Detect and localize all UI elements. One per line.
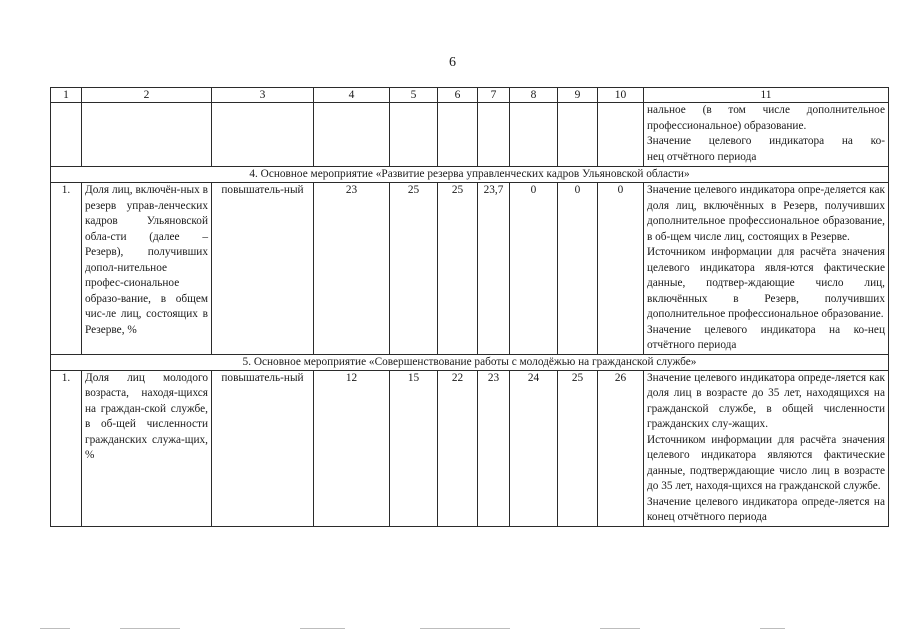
column-header: 5 <box>390 88 438 103</box>
indicator-description <box>644 370 889 526</box>
indicators-table <box>50 87 889 527</box>
scan-mark <box>600 628 640 629</box>
continuation-line: Значение целевого индикатора на ко- <box>647 135 885 147</box>
value-cell: 24 <box>510 370 558 526</box>
table-cell <box>510 103 558 167</box>
description-paragraph: Значение целевого индикатора опреде-ляется как доля лиц в возрасте до 35 лет, находящихся на гражданской службе, в общей численности гражданских слу-жащих. <box>647 371 885 430</box>
section-4-heading-row <box>51 167 889 183</box>
value-cell: 0 <box>558 183 598 355</box>
column-header: 8 <box>510 88 558 103</box>
value-cell: 0 <box>510 183 558 355</box>
continuation-line: нец отчётного периода <box>647 150 757 163</box>
row-number: 1. <box>51 183 82 355</box>
section-4-indicator-row <box>51 183 889 355</box>
table-cell <box>558 103 598 167</box>
table-header-row <box>51 88 889 103</box>
value-cell: 26 <box>598 370 644 526</box>
value-cell: 12 <box>314 370 390 526</box>
column-header: 1 <box>51 88 82 103</box>
value-cell: 25 <box>558 370 598 526</box>
column-header: 6 <box>438 88 478 103</box>
column-header: 7 <box>478 88 510 103</box>
description-paragraph: Значение целевого индикатора на ко-нец отчётного периода <box>647 323 885 351</box>
description-paragraph: Источником информации для расчёта значения целевого индикатора являются фактические данные, подтверждающие число лиц в возрасте до 35 лет, находя-щихся на гражданской службе. <box>647 433 885 492</box>
indicator-trend: повышатель-ный <box>212 183 314 355</box>
indicator-name: Доля лиц, включён-ных в резерв управ-ленческих кадров Ульяновской обла-сти (далее – Резерв), получивших допол-нительное профес-сиональное образо-вание, в общем чис-ле лиц, состоящих в Резерве, % <box>82 183 212 355</box>
table-cell <box>212 103 314 167</box>
value-cell: 25 <box>438 183 478 355</box>
column-header: 10 <box>598 88 644 103</box>
value-cell: 0 <box>598 183 644 355</box>
continuation-line: нальное (в том числе дополнительное <box>647 104 885 116</box>
description-paragraph: Значение целевого индикатора опре-деляется как доля лиц, включённых в Резерв, получивших дополнительное профессиональное образование, в об-щем числе лиц, состоящих в Резерве. <box>647 184 885 243</box>
value-cell: 22 <box>438 370 478 526</box>
continuation-description <box>644 103 889 167</box>
indicator-trend: повышатель-ный <box>212 370 314 526</box>
column-header: 4 <box>314 88 390 103</box>
value-cell: 25 <box>390 183 438 355</box>
table-cell <box>314 103 390 167</box>
scan-mark <box>40 628 70 629</box>
section-4-title: 4. Основное мероприятие «Развитие резерва управленческих кадров Ульяновской области» <box>51 167 889 183</box>
indicator-description <box>644 183 889 355</box>
scan-mark <box>120 628 180 629</box>
column-header: 3 <box>212 88 314 103</box>
continuation-row <box>51 103 889 167</box>
table-cell <box>478 103 510 167</box>
section-5-indicator-row <box>51 370 889 526</box>
section-5-heading-row <box>51 354 889 370</box>
scan-mark <box>760 628 785 629</box>
column-header: 11 <box>644 88 889 103</box>
value-cell: 23 <box>478 370 510 526</box>
scan-mark <box>420 628 510 629</box>
page-number: 6 <box>449 55 456 70</box>
table-cell <box>438 103 478 167</box>
row-number: 1. <box>51 370 82 526</box>
table-cell <box>598 103 644 167</box>
value-cell: 23,7 <box>478 183 510 355</box>
description-paragraph: Источником информации для расчёта значения целевого индикатора явля-ются фактические данные, подтвер-ждающие число лиц, включённых в Резерв, получивших дополнительное профессиональное образование. <box>647 246 885 320</box>
indicator-name: Доля лиц молодого возраста, находя-щихся на граждан-ской службе, в об-щей численности гражданских служа-щих, % <box>82 370 212 526</box>
section-5-title: 5. Основное мероприятие «Совершенствование работы с молодёжью на гражданской службе» <box>51 354 889 370</box>
scan-mark <box>300 628 345 629</box>
scan-noise <box>0 628 905 632</box>
table-cell <box>82 103 212 167</box>
description-paragraph: Значение целевого индикатора опреде-ляется на конец отчётного периода <box>647 495 885 523</box>
value-cell: 23 <box>314 183 390 355</box>
table-cell <box>51 103 82 167</box>
column-header: 9 <box>558 88 598 103</box>
column-header: 2 <box>82 88 212 103</box>
value-cell: 15 <box>390 370 438 526</box>
table-cell <box>390 103 438 167</box>
continuation-line: профессиональное) образование. <box>647 119 807 132</box>
